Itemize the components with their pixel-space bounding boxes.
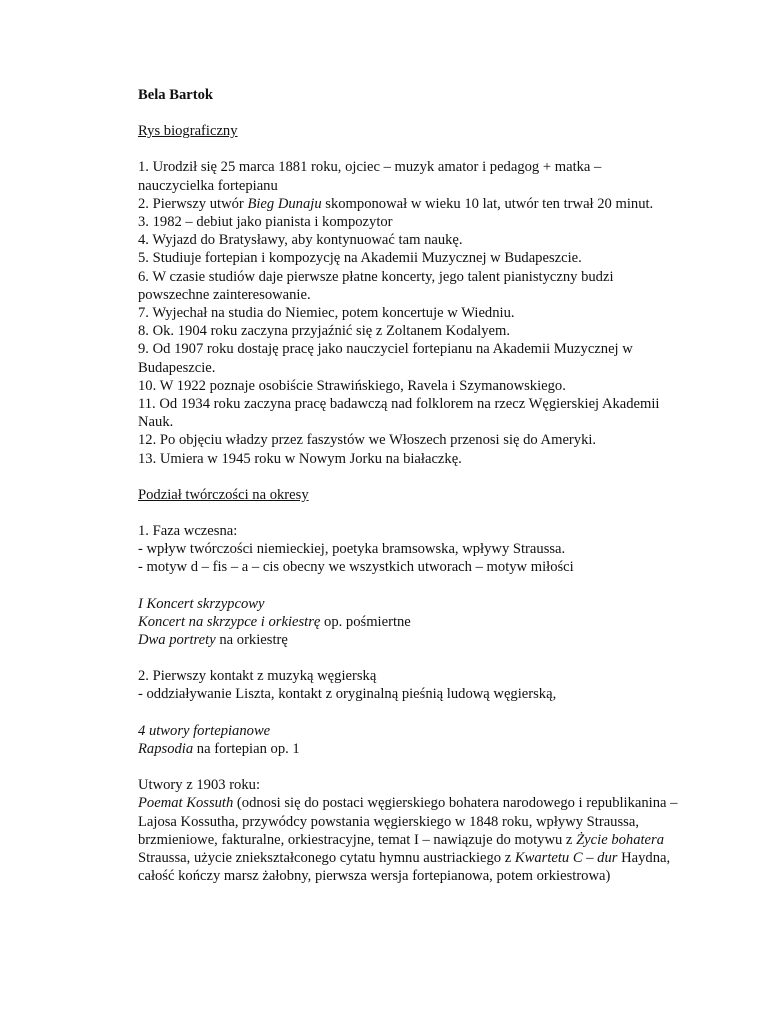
phase-label: 2. Pierwszy kontakt z muzyką węgierską [138,668,377,685]
work-title: Bieg Dunaju [247,195,322,212]
phase-hungarian [138,667,678,703]
list-item-text: skomponował w wieku 10 lat, utwór ten trwał 20 minut. [321,195,654,212]
document-content [138,86,678,903]
work-title: Dwa portrety [138,632,216,649]
work-title: Życie bohatera [576,831,665,848]
list-item: 3. 1982 – debiut jako pianista i kompozytor [138,214,393,231]
list-item: 4. Wyjazd do Bratysławy, aby kontynuować tam naukę. [138,232,463,249]
list-item: 13. Umiera w 1945 roku w Nowym Jorku na białaczkę. [138,450,462,467]
work-title: Kwartetu C – dur [514,849,618,866]
list-item: 7. Wyjechał na studia do Niemiec, potem koncertuje w Wiedniu. [138,305,515,322]
paragraph-text: Straussa, użycie zniekształconego cytatu hymnu austriackiego z [138,849,515,866]
paragraph-text: Haydna, całość kończy marsz żałobny, pierwsza wersja fortepianowa, potem orkiestrowa) [138,849,671,885]
work-note: op. pośmiertne [320,613,411,630]
kossuth-paragraph [138,794,678,885]
phase-line: - wpływ twórczości niemieckiej, poetyka bramsowska, wpływy Straussa. [138,541,566,558]
work-line [138,595,678,613]
work-note: na fortepian op. 1 [193,740,300,757]
phase-early [138,522,678,577]
section-heading-biography: Rys biograficzny [138,123,238,140]
works-list-hungarian [138,722,678,758]
list-item: 5. Studiuje fortepian i kompozycję na Akademii Muzycznej w Budapeszcie. [138,250,582,267]
phase-line: - oddziaływanie Liszta, kontakt z oryginalną pieśnią ludową węgierską, [138,686,557,703]
work-line [138,631,678,649]
list-item: 8. Ok. 1904 roku zaczyna przyjaźnić się z Zoltanem Kodalyem. [138,323,511,340]
list-item: 10. W 1922 poznaje osobiście Strawińskiego, Ravela i Szymanowskiego. [138,377,566,394]
paragraph-text: (odnosi się do postaci węgierskiego bohatera narodowego i republikanina – Lajosa Kossutha, przywódcy powstania węgierskiego w 1848 roku, wpływy Straussa, brzmieniowe, fakturalne, orkiestracyjne, temat I – nawiązuje do motywu z [138,795,678,848]
work-line [138,722,678,740]
list-item: 6. W czasie studiów daje pierwsze płatne koncerty, jego talent pianistyczny budzi powszechne zainteresowanie. [138,268,614,303]
list-item: 12. Po objęciu władzy przez faszystów we Włoszech przenosi się do Ameryki. [138,432,597,449]
biography-list [138,158,678,467]
phase-label: 1. Faza wczesna: [138,523,238,540]
list-item: 9. Od 1907 roku dostaję pracę jako nauczyciel fortepianu na Akademii Muzycznej w Budapeszcie. [138,341,633,376]
phase-line: - motyw d – fis – a – cis obecny we wszystkich utworach – motyw miłości [138,559,574,576]
section-heading-periods: Podział twórczości na okresy [138,486,309,503]
work-title: Rapsodia [138,740,194,757]
works-1903 [138,776,678,885]
works-1903-label: Utwory z 1903 roku: [138,777,261,794]
list-item-text: 2. Pierwszy utwór [138,195,248,212]
document-title: Bela Bartok [138,87,213,103]
list-item: 1. Urodził się 25 marca 1881 roku, ojciec – muzyk amator i pedagog + matka – nauczycielka fortepianu [138,159,602,194]
work-note: na orkiestrę [215,632,288,649]
work-title: Koncert na skrzypce i orkiestrę [138,613,321,630]
work-title: Poemat Kossuth [138,795,234,812]
work-line [138,613,678,631]
list-item: 11. Od 1934 roku zaczyna pracę badawczą nad folklorem na rzecz Węgierskiej Akademii Nauk. [138,396,660,431]
list-item [138,195,678,213]
work-line [138,740,678,758]
work-title: I Koncert skrzypcowy [138,595,265,612]
work-title: 4 utwory fortepianowe [138,722,271,739]
works-list-early [138,595,678,650]
